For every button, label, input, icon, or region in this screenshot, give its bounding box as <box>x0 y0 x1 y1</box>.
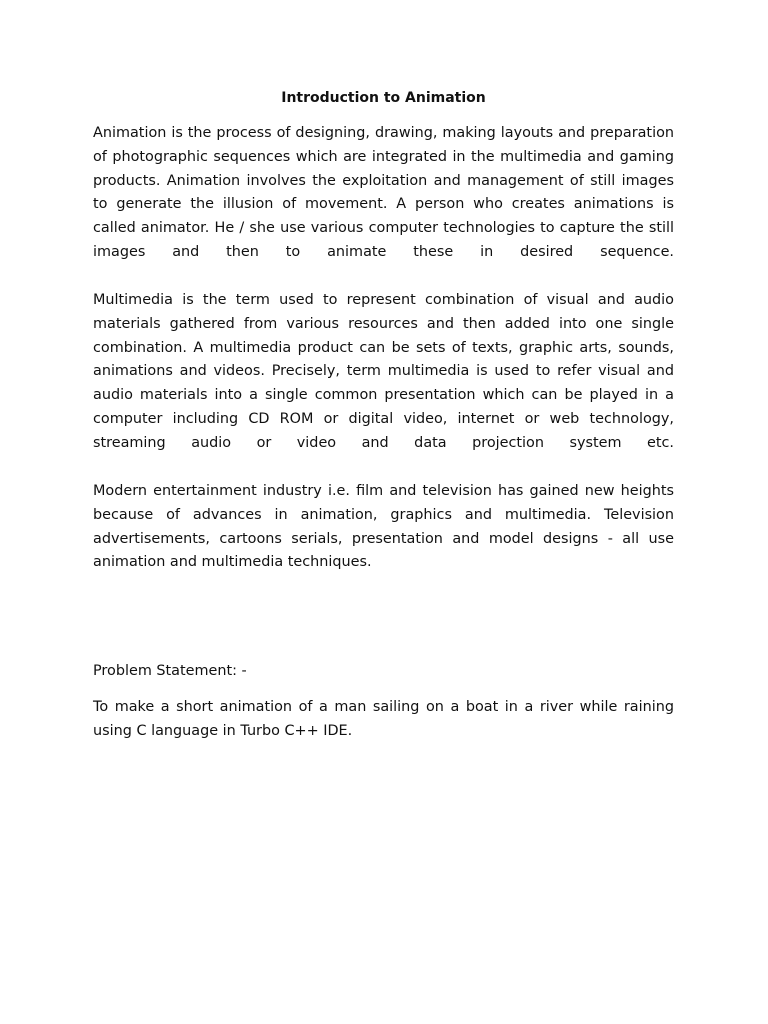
paragraph-multimedia: Multimedia is the term used to represent combination of visual and audio materials gathered from various resources and then added into one single combination. A multimedia product can be sets of texts, graphic arts, sounds, animations and videos. Precisely, term multimedia is used to refer visual and audio materials into a single common presentation which can be played in a computer including CD ROM or digital video, internet or web technology, streaming audio or video and data projection system etc. <box>93 292 674 451</box>
problem-statement-text: To make a short animation of a man sailing on a boat in a river while raining using C language in Turbo C++ IDE. <box>93 699 674 739</box>
document-title: Introduction to Animation <box>281 90 486 106</box>
problem-statement-heading: Problem Statement: - <box>93 663 247 679</box>
paragraph-animation: Animation is the process of designing, drawing, making layouts and preparation of photographic sequences which are integrated in the multimedia and gaming products. Animation involves the exploitation and management of still images to generate the illusion of movement. A person who creates animations is called animator. He / she use various computer technologies to capture the still images and then to animate these in desired sequence. <box>93 125 674 260</box>
paragraph-entertainment: Modern entertainment industry i.e. film and television has gained new heights because of advances in animation, graphics and multimedia. Television advertisements, cartoons serials, presentation and model designs - all use animation and multimedia techniques. <box>93 483 674 571</box>
